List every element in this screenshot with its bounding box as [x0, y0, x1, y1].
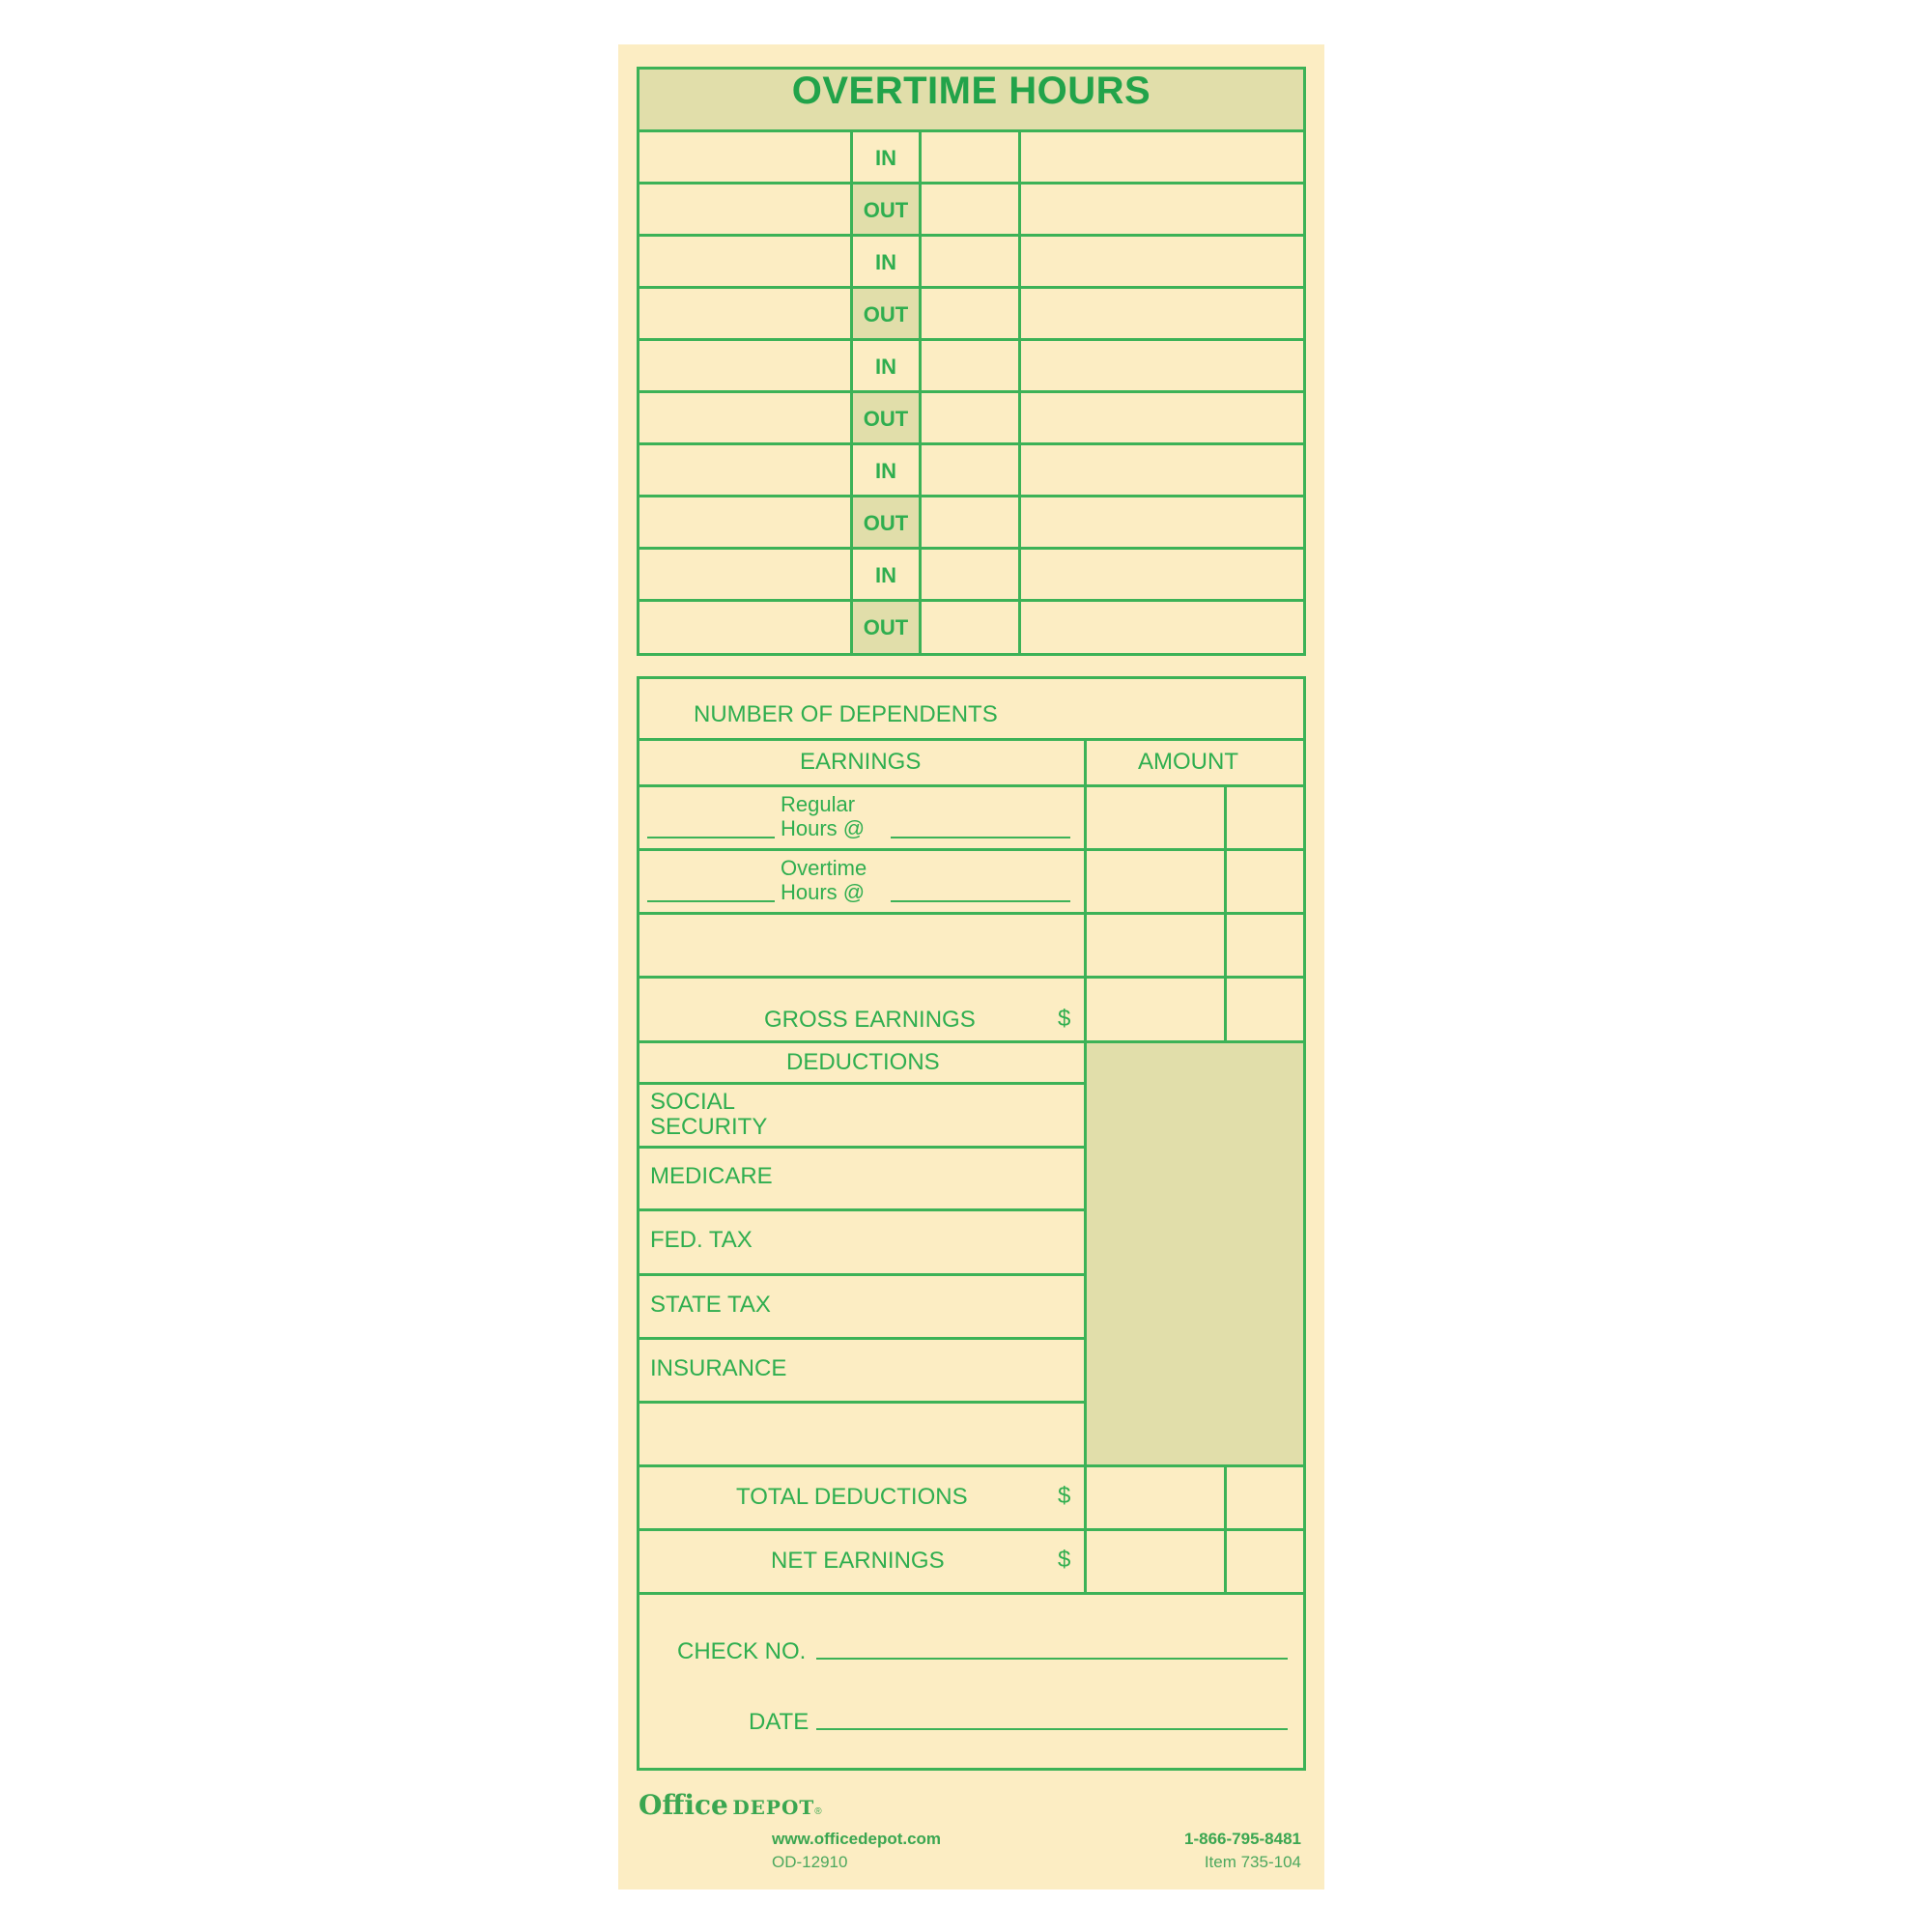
ot-row-label: IN [875, 146, 896, 170]
pay-row-line [637, 1208, 1087, 1211]
check-no-field[interactable] [816, 1658, 1288, 1660]
website: www.officedepot.com [772, 1830, 942, 1848]
overtime-title: OVERTIME HOURS [791, 70, 1151, 112]
ot-col-line [1018, 129, 1021, 656]
item-number: Item 735-104 [1204, 1853, 1301, 1871]
insurance-label: INSURANCE [650, 1355, 787, 1381]
social-security-label: SOCIAL SECURITY [650, 1089, 768, 1140]
ot-row-label: OUT [863, 615, 909, 639]
office-depot-logo: Office DEPOT® [639, 1789, 822, 1821]
deductions-amount-shade [1086, 1042, 1304, 1464]
pay-row-line [637, 738, 1306, 741]
total-deductions-label: TOTAL DEDUCTIONS [736, 1484, 968, 1510]
state-tax-label: STATE TAX [650, 1292, 771, 1318]
ot-row-label: IN [875, 459, 896, 483]
time-card [618, 44, 1324, 1889]
pay-border-left [637, 676, 639, 1771]
overtime-hours-label: Overtime Hours @ [781, 856, 867, 904]
regular-rate-field[interactable] [891, 837, 1070, 838]
regular-hours-field[interactable] [647, 837, 775, 838]
ot-row-line [637, 390, 1306, 393]
regular-hours-label: Regular Hours @ [781, 792, 866, 840]
medicare-label: MEDICARE [650, 1163, 773, 1189]
net-earnings-currency: $ [1058, 1547, 1071, 1573]
ot-border-left [637, 67, 639, 656]
pay-row-line [637, 1401, 1087, 1404]
ot-border-right [1303, 67, 1306, 656]
deductions-header: DEDUCTIONS [786, 1049, 940, 1075]
total-deductions-currency: $ [1058, 1483, 1071, 1509]
ot-row-label: OUT [863, 511, 909, 535]
ot-row-line [637, 599, 1306, 602]
pay-row-line [637, 976, 1306, 979]
ot-row-line [637, 129, 1306, 132]
overtime-hours-field[interactable] [647, 900, 775, 902]
pay-row-line [637, 1146, 1087, 1149]
pay-row-line [637, 1528, 1306, 1531]
ot-border-top [637, 67, 1306, 70]
dependents-label: NUMBER OF DEPENDENTS [694, 701, 998, 727]
pay-row-line [637, 1337, 1087, 1340]
pay-row-line [637, 912, 1306, 915]
ot-row-label: IN [875, 250, 896, 274]
earnings-header: EARNINGS [800, 749, 922, 775]
gross-earnings-label: GROSS EARNINGS [764, 1007, 976, 1033]
ot-row-line [637, 338, 1306, 341]
date-field[interactable] [816, 1728, 1288, 1730]
phone-number: 1-866-795-8481 [1184, 1830, 1301, 1848]
pay-row-line [637, 1082, 1087, 1085]
ot-row-line [637, 286, 1306, 289]
pay-col-line [1224, 784, 1227, 1042]
pay-row-line [637, 1592, 1306, 1595]
pay-row-line [637, 1040, 1306, 1043]
ot-row-line [637, 547, 1306, 550]
pay-border-bottom [637, 1768, 1306, 1771]
ot-row-label: IN [875, 355, 896, 379]
form-code: OD-12910 [772, 1853, 848, 1871]
overtime-rate-field[interactable] [891, 900, 1070, 902]
net-earnings-label: NET EARNINGS [771, 1548, 945, 1574]
pay-border-top [637, 676, 1306, 679]
amount-header: AMOUNT [1138, 749, 1238, 775]
pay-border-right [1303, 676, 1306, 1771]
pay-col-line [1084, 738, 1087, 1593]
pay-col-line [1224, 1464, 1227, 1594]
ot-row-label: IN [875, 563, 896, 587]
ot-row-label: OUT [863, 198, 909, 222]
gross-currency: $ [1058, 1006, 1071, 1032]
ot-row-line [637, 495, 1306, 497]
pay-row-line [637, 848, 1306, 851]
pay-row-line [637, 1273, 1087, 1276]
pay-row-line [637, 784, 1306, 787]
pay-row-line [637, 1464, 1306, 1467]
fed-tax-label: FED. TAX [650, 1227, 753, 1253]
ot-row-line [637, 182, 1306, 185]
ot-row-label: OUT [863, 302, 909, 327]
check-no-label: CHECK NO. [677, 1638, 807, 1664]
ot-border-bottom [637, 653, 1306, 656]
ot-row-line [637, 442, 1306, 445]
ot-row-label: OUT [863, 407, 909, 431]
ot-row-line [637, 234, 1306, 237]
date-label: DATE [749, 1709, 810, 1735]
